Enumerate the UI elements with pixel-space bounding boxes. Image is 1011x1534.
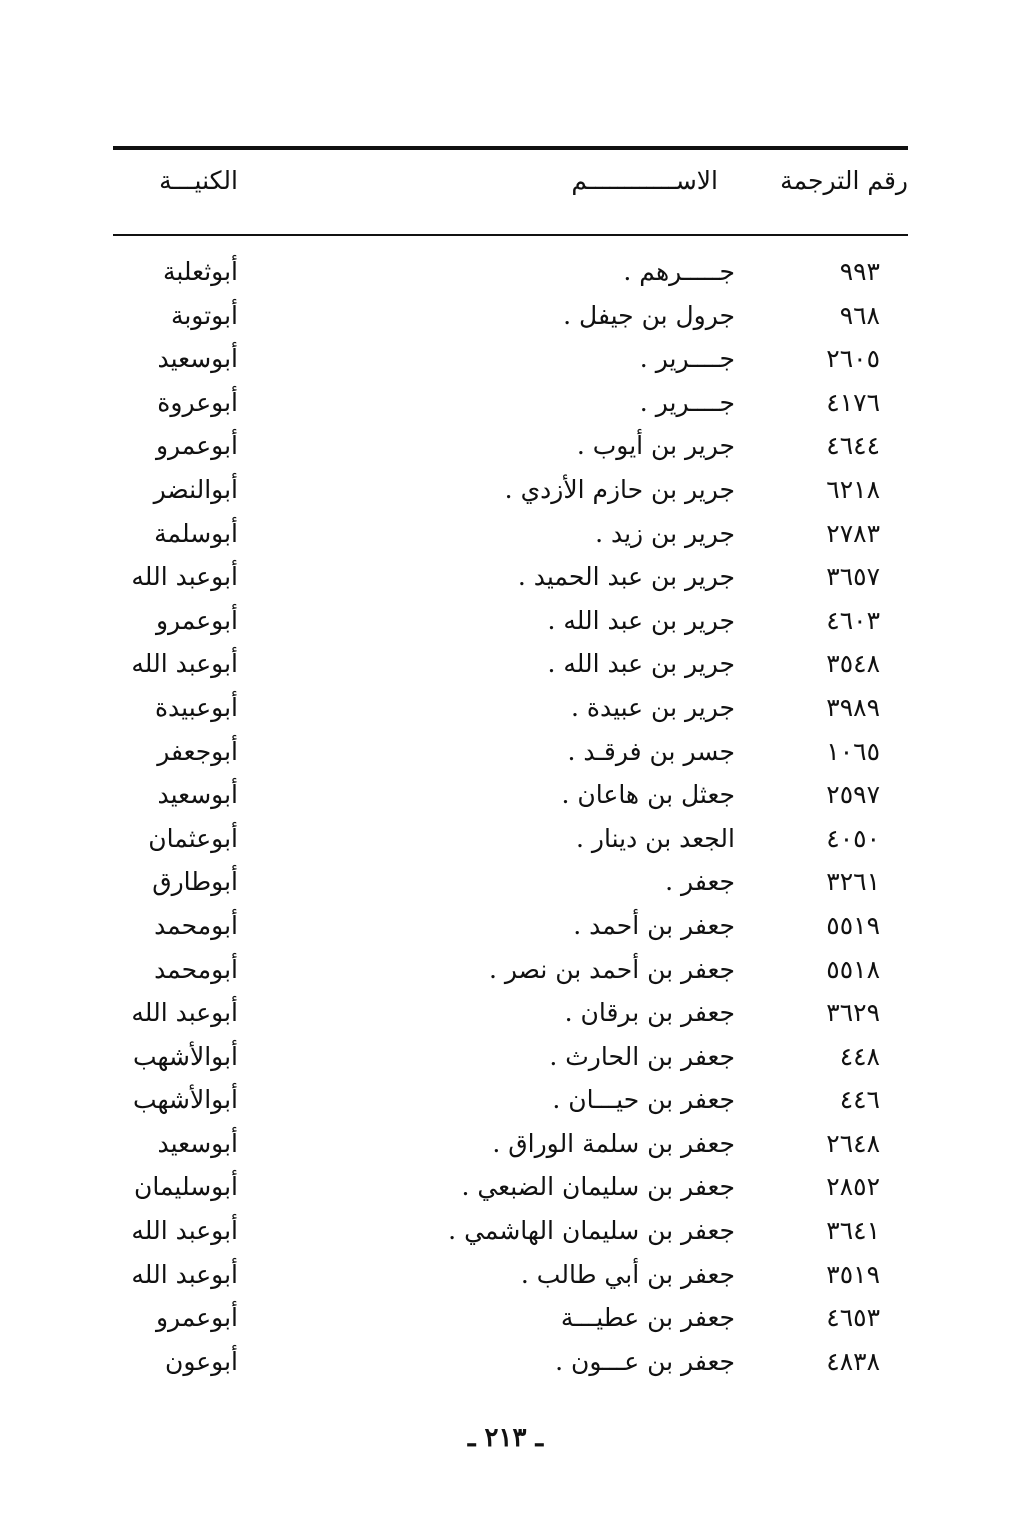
entry-number: ٥٥١٨ bbox=[826, 954, 880, 984]
entry-row bbox=[0, 993, 1011, 1037]
entry-kunya: أبوسعيد bbox=[157, 780, 238, 810]
entry-kunya: أبوعروة bbox=[157, 387, 238, 417]
entry-name: جرير بن عبد الله . bbox=[547, 605, 735, 635]
entry-kunya: أبوالنضر bbox=[153, 474, 238, 504]
entry-name: جــــرير . bbox=[639, 344, 735, 374]
entry-number: ٣٩٨٩ bbox=[826, 692, 880, 722]
entry-name: جعفر بن الحارث . bbox=[549, 1041, 735, 1071]
entry-number: ٣٦٢٩ bbox=[826, 998, 880, 1028]
entry-number: ٥٥١٩ bbox=[826, 910, 880, 940]
entry-name: الجعد بن دينار . bbox=[576, 823, 735, 853]
entry-number: ٢٨٥٢ bbox=[826, 1172, 880, 1202]
entry-name: جعفر بن سليمان الهاشمي . bbox=[448, 1216, 735, 1246]
page-number: ـ ٢١٣ ـ bbox=[467, 1423, 544, 1453]
entry-name: جعفر بن عطيـــة bbox=[560, 1303, 735, 1333]
entry-number: ٢٧٨٣ bbox=[826, 518, 880, 548]
entry-row bbox=[0, 1298, 1011, 1342]
entry-row bbox=[0, 1037, 1011, 1081]
entry-row bbox=[0, 732, 1011, 776]
entries-list bbox=[0, 252, 1011, 1385]
entry-kunya: أبوعبيدة bbox=[154, 692, 238, 722]
entry-number: ٣٢٦١ bbox=[826, 867, 880, 897]
entry-name: جعفر . bbox=[665, 867, 735, 897]
entry-kunya: أبومحمد bbox=[154, 910, 238, 940]
entry-number: ٤٦٥٣ bbox=[826, 1303, 880, 1333]
entry-row bbox=[0, 1211, 1011, 1255]
entry-kunya: أبوعبد الله bbox=[131, 1259, 238, 1289]
entry-number: ٤٦٠٣ bbox=[826, 605, 880, 635]
entry-row bbox=[0, 296, 1011, 340]
entry-number: ٤٠٥٠ bbox=[826, 823, 880, 853]
entry-number: ٤٨٣٨ bbox=[826, 1346, 880, 1376]
entry-kunya: أبوعمرو bbox=[155, 605, 238, 635]
entry-kunya: أبوعمرو bbox=[155, 431, 238, 461]
entry-row bbox=[0, 950, 1011, 994]
entry-number: ٤٤٦ bbox=[839, 1085, 880, 1115]
entry-number: ٤٦٤٤ bbox=[826, 431, 880, 461]
entry-row bbox=[0, 514, 1011, 558]
entry-row bbox=[0, 688, 1011, 732]
entry-name: جعفر بن حيـــان . bbox=[552, 1085, 735, 1115]
entry-number: ٣٦٤١ bbox=[826, 1216, 880, 1246]
entry-name: جعفر بن سلمة الوراق . bbox=[492, 1128, 735, 1158]
entry-row bbox=[0, 819, 1011, 863]
entry-row bbox=[0, 775, 1011, 819]
entry-name: جرول بن جيفل . bbox=[563, 300, 735, 330]
entry-kunya: أبوتوبة bbox=[170, 300, 238, 330]
entry-kunya: أبوعبد الله bbox=[131, 998, 238, 1028]
entry-name: جعفر بن أحمد بن نصر . bbox=[488, 954, 735, 984]
entry-row bbox=[0, 1167, 1011, 1211]
entry-kunya: أبوعثمان bbox=[148, 823, 238, 853]
entry-name: جرير بن عبد الله . bbox=[547, 649, 735, 679]
header-top-rule bbox=[113, 146, 908, 150]
entry-number: ٢٥٩٧ bbox=[826, 780, 880, 810]
entry-kunya: أبوعبد الله bbox=[131, 649, 238, 679]
entry-name: جرير بن عبد الحميد . bbox=[517, 562, 735, 592]
entry-kunya: أبوالأشهب bbox=[132, 1085, 238, 1115]
entry-name: جعفر بن أبي طالب . bbox=[520, 1259, 735, 1289]
entry-kunya: أبوجعفر bbox=[157, 736, 238, 766]
entry-kunya: أبوسلمة bbox=[154, 518, 238, 548]
header-bottom-rule bbox=[113, 234, 908, 236]
entry-row bbox=[0, 644, 1011, 688]
entry-kunya: أبومحمد bbox=[154, 954, 238, 984]
entry-number: ٢٦٠٥ bbox=[826, 344, 880, 374]
entry-row bbox=[0, 383, 1011, 427]
column-header-kunya: الكنيـــة bbox=[159, 166, 238, 195]
entry-row bbox=[0, 1342, 1011, 1386]
entry-row bbox=[0, 601, 1011, 645]
entry-number: ٩٦٨ bbox=[839, 300, 880, 330]
entry-kunya: أبوسليمان bbox=[133, 1172, 238, 1202]
entry-row bbox=[0, 1080, 1011, 1124]
entry-name: جعفر بن سليمان الضبعي . bbox=[461, 1172, 735, 1202]
entry-name: جرير بن عبيدة . bbox=[570, 692, 735, 722]
entry-row bbox=[0, 557, 1011, 601]
entry-row bbox=[0, 470, 1011, 514]
entry-row bbox=[0, 252, 1011, 296]
column-header-number: رقم الترجمة bbox=[780, 166, 908, 195]
entry-row bbox=[0, 339, 1011, 383]
entry-name: جعفر بن أحمد . bbox=[573, 910, 735, 940]
entry-number: ٤١٧٦ bbox=[826, 387, 880, 417]
entry-name: جعفر بن عـــون . bbox=[555, 1346, 735, 1376]
entry-name: جسر بن فرقـد . bbox=[567, 736, 735, 766]
entry-name: جرير بن حازم الأزدي . bbox=[504, 474, 735, 504]
entry-number: ١٠٦٥ bbox=[826, 736, 880, 766]
entry-number: ٦٢١٨ bbox=[826, 474, 880, 504]
entry-number: ٢٦٤٨ bbox=[826, 1128, 880, 1158]
entry-kunya: أبوطارق bbox=[152, 867, 238, 897]
entry-name: جــــرير . bbox=[639, 387, 735, 417]
entry-name: جـــــرهم . bbox=[623, 257, 735, 286]
entry-number: ٩٩٣ bbox=[839, 257, 880, 286]
entry-row bbox=[0, 906, 1011, 950]
entry-name: جعفر بن برقان . bbox=[564, 998, 735, 1028]
entry-number: ٣٦٥٧ bbox=[826, 562, 880, 592]
entry-row bbox=[0, 862, 1011, 906]
entry-kunya: أبوعبد الله bbox=[131, 562, 238, 592]
entry-kunya: أبوعمرو bbox=[155, 1303, 238, 1333]
entry-name: جرير بن زيد . bbox=[595, 518, 735, 548]
entry-number: ٣٥١٩ bbox=[826, 1259, 880, 1289]
entry-kunya: أبوعون bbox=[164, 1346, 238, 1376]
entry-kunya: أبوالأشهب bbox=[132, 1041, 238, 1071]
entry-row bbox=[0, 426, 1011, 470]
entry-name: جعثل بن هاعان . bbox=[561, 780, 735, 810]
entry-row bbox=[0, 1255, 1011, 1299]
entry-kunya: أبوثعلبة bbox=[162, 257, 238, 286]
entry-number: ٣٥٤٨ bbox=[826, 649, 880, 679]
column-header-name: الاســــــــــــم bbox=[571, 166, 718, 195]
entry-kunya: أبوسعيد bbox=[157, 1128, 238, 1158]
entry-kunya: أبوسعيد bbox=[157, 344, 238, 374]
entry-row bbox=[0, 1124, 1011, 1168]
entry-number: ٤٤٨ bbox=[839, 1041, 880, 1071]
entry-kunya: أبوعبد الله bbox=[131, 1216, 238, 1246]
entry-name: جرير بن أيوب . bbox=[576, 431, 735, 461]
